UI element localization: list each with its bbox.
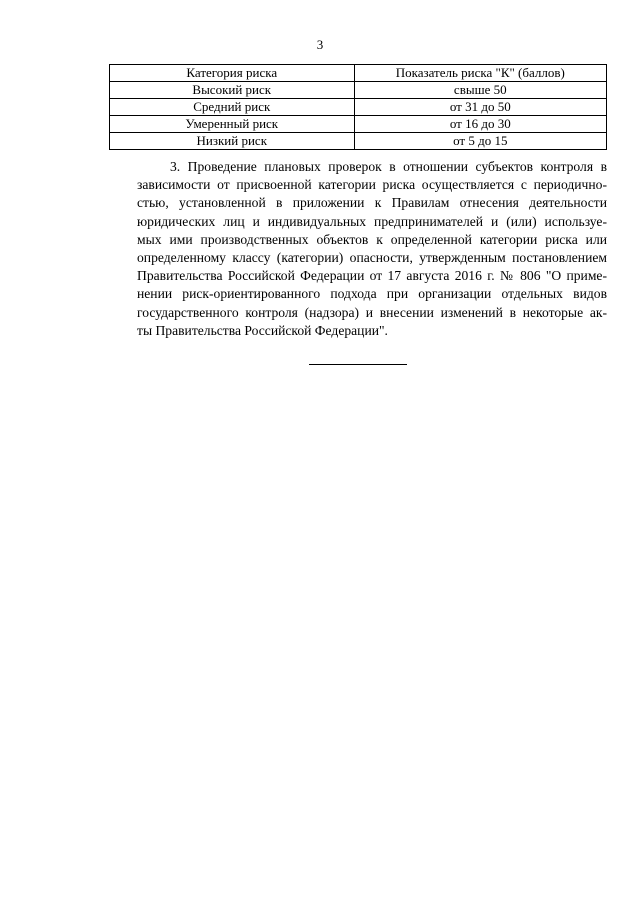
paragraph-line: мых ими производственных объектов к определенной категории риска или xyxy=(137,231,607,247)
risk-category-table xyxy=(109,64,607,150)
table-cell-indicator: от 16 до 30 xyxy=(354,116,606,133)
table-cell-category: Высокий риск xyxy=(110,82,355,99)
table-cell-indicator: от 31 до 50 xyxy=(354,99,606,116)
paragraph-line: 3. Проведение плановых проверок в отношении субъектов контроля в xyxy=(170,159,607,174)
table-cell-indicator: от 5 до 15 xyxy=(354,133,606,150)
table-row xyxy=(110,99,607,116)
header-risk-category: Категория риска xyxy=(110,65,355,82)
table-cell-category: Низкий риск xyxy=(110,133,355,150)
paragraph-3 xyxy=(137,158,607,340)
paragraph-line: Правительства Российской Федерации от 17 августа 2016 г. № 806 "О приме- xyxy=(137,268,607,284)
table-row xyxy=(110,116,607,133)
paragraph-line: стью, установленной в приложении к Правилам отнесения деятельности xyxy=(137,195,607,211)
table-header-row xyxy=(110,65,607,82)
table-cell-category: Умеренный риск xyxy=(110,116,355,133)
paragraph-line: зависимости от присвоенной категории риска осуществляется с периодично- xyxy=(137,177,607,193)
paragraph-line: ты Правительства Российской Федерации". xyxy=(137,322,388,338)
table-cell-category: Средний риск xyxy=(110,99,355,116)
table-cell-indicator: свыше 50 xyxy=(354,82,606,99)
end-of-document-rule xyxy=(309,364,407,365)
table-row xyxy=(110,133,607,150)
paragraph-line: определенному классу (категории) опасности, утвержденным постановлением xyxy=(137,250,607,266)
page-number: 3 xyxy=(316,37,324,52)
paragraph-line: государственного контроля (надзора) и внесении изменений в некоторые ак- xyxy=(137,304,607,320)
header-risk-indicator: Показатель риска "К" (баллов) xyxy=(354,65,606,82)
paragraph-line: нении риск-ориентированного подхода при организации отдельных видов xyxy=(137,286,607,302)
paragraph-line: юридических лиц и индивидуальных предпринимателей и (или) используе- xyxy=(137,213,607,229)
table-row xyxy=(110,82,607,99)
